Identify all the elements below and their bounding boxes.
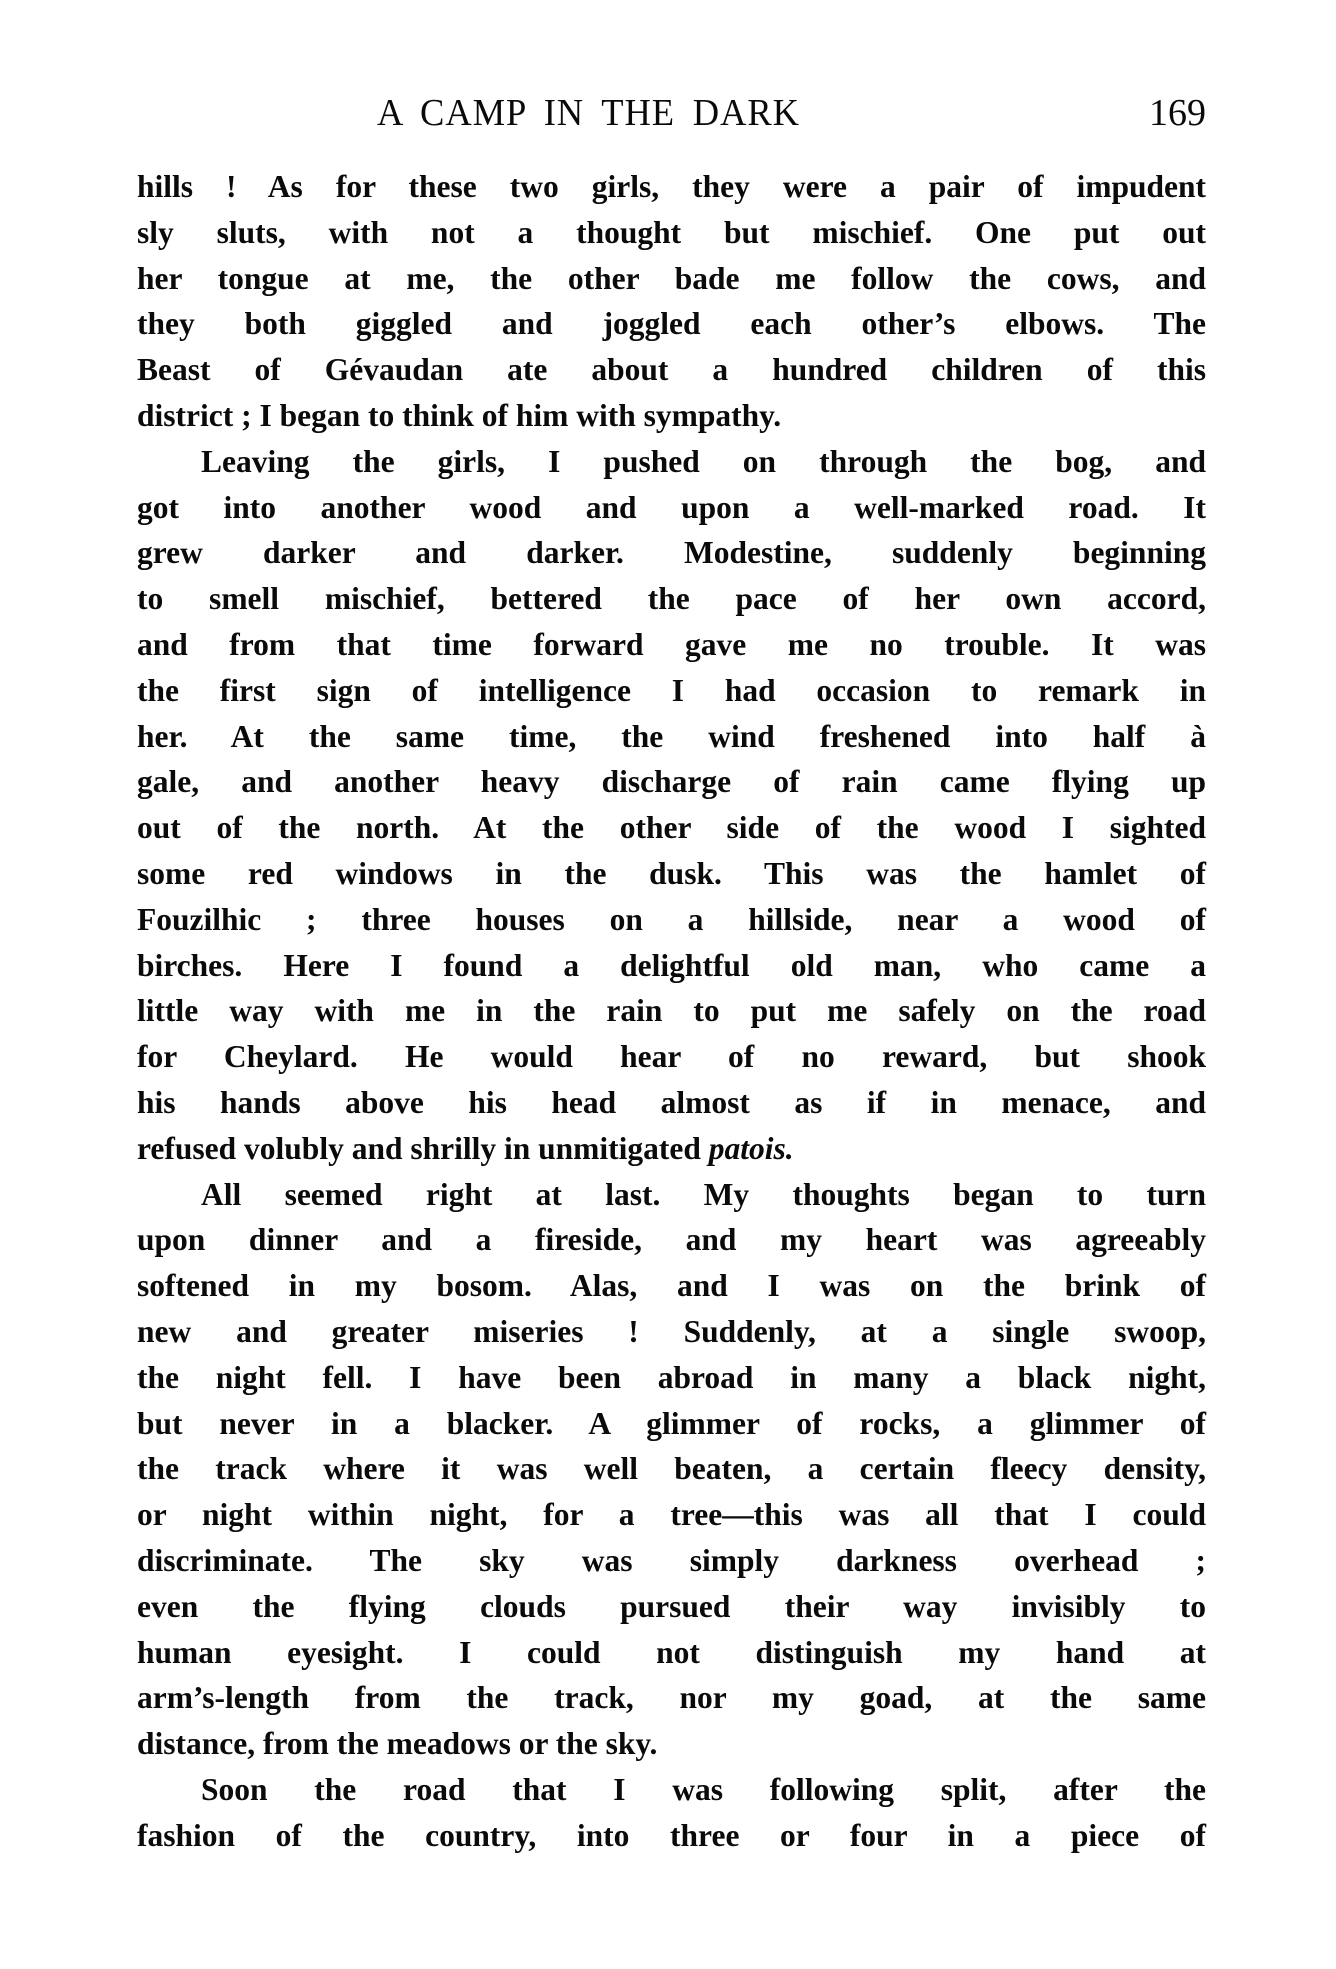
text-line: arm’s-length from the track, nor my goad, at the same [137, 1680, 1206, 1716]
text-line: new and greater miseries ! Suddenly, at a single swoop, [137, 1313, 1206, 1349]
text-line: district ; I began to think of him with sympathy. [137, 397, 782, 433]
text-line: Soon the road that I was following split, after the [201, 1771, 1206, 1807]
text-line: and from that time forward gave me no trouble. It was [137, 626, 1206, 662]
text-line: fashion of the country, into three or four in a piece of [137, 1817, 1206, 1853]
text-segment: refused volubly and shrilly in unmitigated [137, 1130, 709, 1166]
text-line: some red windows in the dusk. This was the hamlet of [137, 855, 1206, 891]
text-line: the first sign of intelligence I had occasion to remark in [137, 672, 1206, 708]
text-line: the track where it was well beaten, a certain fleecy density, [137, 1451, 1206, 1487]
text-line: sly sluts, with not a thought but mischief. One put out [137, 214, 1206, 250]
text-line: little way with me in the rain to put me safely on the road [137, 993, 1206, 1029]
text-line [137, 1126, 1206, 1172]
text-line: or night within night, for a tree—this was all that I could [137, 1497, 1206, 1533]
text-line: softened in my bosom. Alas, and I was on the brink of [137, 1268, 1206, 1304]
text-line: but never in a blacker. A glimmer of rocks, a glimmer of [137, 1405, 1206, 1441]
italic-word: patois. [708, 1130, 794, 1166]
paragraph [137, 1767, 1206, 1859]
text-line: gale, and another heavy discharge of rain came flying up [137, 764, 1206, 800]
text-line: discriminate. The sky was simply darkness overhead ; [137, 1542, 1206, 1578]
text-line: hills ! As for these two girls, they were a pair of impudent [137, 169, 1206, 204]
text-line: Leaving the girls, I pushed on through the bog, and [201, 443, 1206, 479]
text-line: upon dinner and a fireside, and my heart was agreeably [137, 1222, 1206, 1258]
text-line: even the flying clouds pursued their way invisibly to [137, 1588, 1206, 1624]
text-line: distance, from the meadows or the sky. [137, 1726, 658, 1762]
text-line: out of the north. At the other side of the wood I sighted [137, 810, 1206, 846]
text-line: grew darker and darker. Modestine, suddenly beginning [137, 535, 1206, 571]
body-text [137, 164, 1206, 1858]
running-head [137, 88, 1206, 138]
paragraph [137, 1172, 1206, 1767]
text-line: her tongue at me, the other bade me follow the cows, and [137, 260, 1206, 296]
text-line: got into another wood and upon a well-marked road. It [137, 489, 1206, 525]
text-line: birches. Here I found a delightful old man, who came a [137, 947, 1206, 983]
page-number: 169 [1149, 92, 1206, 134]
text-line: to smell mischief, bettered the pace of her own accord, [137, 581, 1206, 617]
text-line: human eyesight. I could not distinguish my hand at [137, 1634, 1206, 1670]
text-line: they both giggled and joggled each other’s elbows. The [137, 306, 1206, 342]
paragraph [137, 439, 1206, 1172]
text-line: All seemed right at last. My thoughts began to turn [201, 1176, 1206, 1212]
text-line: his hands above his head almost as if in menace, and [137, 1084, 1206, 1120]
paragraph [137, 164, 1206, 439]
text-line: Beast of Gévaudan ate about a hundred children of this [137, 352, 1206, 388]
text-line: for Cheylard. He would hear of no reward, but shook [137, 1039, 1206, 1075]
text-line: her. At the same time, the wind freshened into half à [137, 718, 1206, 754]
text-line: the night fell. I have been abroad in many a black night, [137, 1359, 1206, 1395]
chapter-title: A CAMP IN THE DARK [377, 92, 800, 134]
text-line: Fouzilhic ; three houses on a hillside, near a wood of [137, 901, 1206, 937]
